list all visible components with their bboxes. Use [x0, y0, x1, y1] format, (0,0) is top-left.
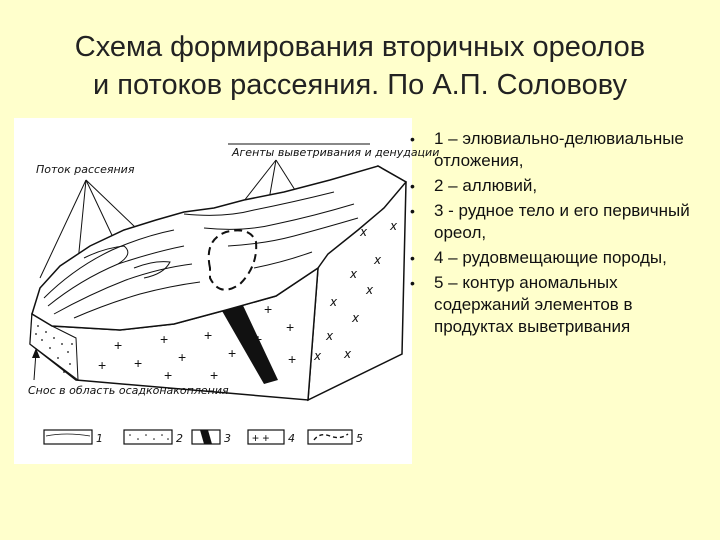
block-diagram-drawing — [14, 118, 440, 464]
svg-text:+ +: + + — [252, 431, 270, 445]
list-item — [404, 247, 710, 269]
agents-label: Агенты выветривания и денудации — [232, 146, 440, 159]
svg-text:+: + — [264, 301, 273, 317]
svg-text:x: x — [326, 329, 334, 343]
title-line-2: и потоков рассеяния. По А.П. Соловову — [93, 69, 627, 101]
svg-text:+: + — [286, 319, 295, 335]
list-item — [404, 128, 710, 172]
legend-num-2: 2 — [176, 432, 183, 445]
legend-swatch-alluvium — [124, 430, 172, 444]
list-item-text: 3 - рудное тело и его первичный ореол, — [434, 201, 690, 242]
svg-text:+: + — [160, 331, 169, 347]
legend-list — [404, 128, 710, 341]
bullet-icon: • — [410, 178, 415, 194]
title-line-1: Схема формирования вторичных ореолов — [74, 31, 646, 63]
bullet-icon: • — [410, 203, 415, 219]
svg-text:+: + — [114, 337, 123, 353]
svg-text:+: + — [254, 331, 263, 347]
svg-text:+: + — [134, 355, 143, 371]
svg-text:x: x — [352, 311, 360, 325]
svg-text:x: x — [344, 347, 352, 361]
bullet-icon: • — [410, 275, 415, 291]
svg-text:x: x — [330, 295, 338, 309]
svg-text:+: + — [288, 351, 297, 367]
svg-text:+: + — [164, 367, 173, 383]
list-item-text: 4 – рудовмещающие породы, — [434, 248, 667, 267]
legend-swatch-contour — [308, 430, 352, 444]
legend-num-5: 5 — [356, 432, 363, 445]
removal-label: Снос в область осадконакопления — [28, 384, 229, 397]
list-item-text: 5 – контур аномальных содержаний элементов в продуктах выветривания — [434, 273, 633, 336]
svg-text:x: x — [390, 219, 398, 233]
svg-text:+: + — [228, 345, 237, 361]
svg-text:+: + — [210, 367, 219, 383]
svg-text:x: x — [350, 267, 358, 281]
svg-text:+: + — [98, 357, 107, 373]
list-item — [404, 200, 710, 244]
list-item — [404, 272, 710, 338]
slide-title — [20, 28, 700, 104]
svg-text:x: x — [374, 253, 382, 267]
list-item-text: 2 – аллювий, — [434, 176, 538, 195]
legend-swatch-eluvium — [44, 430, 92, 444]
svg-text:+: + — [204, 327, 213, 343]
list-item-text: 1 – элювиально-делювиальные отложения, — [434, 129, 684, 170]
list-item — [404, 175, 710, 197]
legend-num-1: 1 — [96, 432, 103, 445]
svg-text:+: + — [178, 349, 187, 365]
legend-num-3: 3 — [224, 432, 231, 445]
svg-text:x: x — [360, 225, 368, 239]
legend — [44, 430, 363, 445]
block-diagram — [14, 118, 440, 464]
legend-num-4: 4 — [288, 432, 295, 445]
svg-text:x: x — [314, 349, 322, 363]
flow-label: Поток рассеяния — [36, 163, 135, 176]
bullet-icon: • — [410, 250, 415, 266]
bullet-icon: • — [410, 131, 415, 147]
svg-text:x: x — [366, 283, 374, 297]
